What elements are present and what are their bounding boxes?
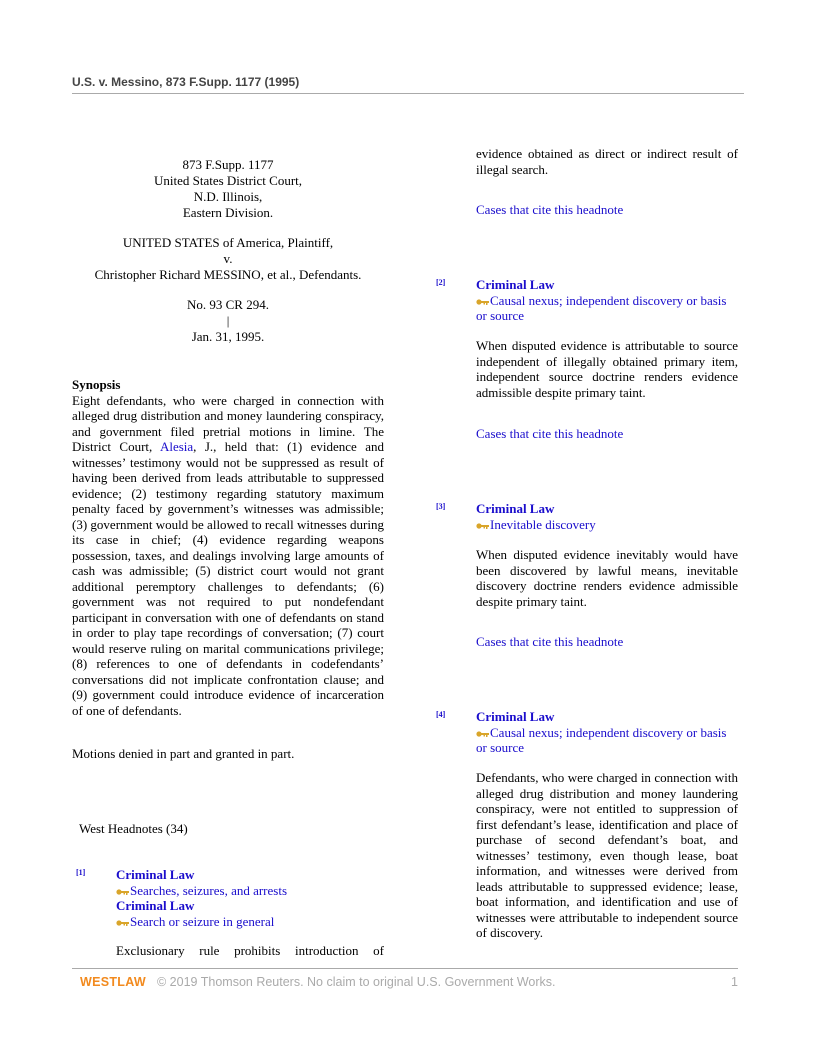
key-number-icon <box>476 298 489 306</box>
topic-link[interactable]: Criminal Law <box>476 501 555 516</box>
subtopic-row <box>116 914 386 930</box>
defendant: Christopher Richard MESSINO, et al., Defendants. <box>94 267 362 282</box>
synopsis <box>72 377 384 718</box>
docket-number: No. 93 CR 294. <box>187 297 269 312</box>
headnote-body: Defendants, who were charged in connection with alleged drug distribution and money laundering conspiracy, were not entitled to suppression of first defendant’s lease, identification and place of purchase of second defendant’s boat, and witnesses’ testimony, even though lease, boat information, and witnesses were derived from leads attributable to suppressed evidence; lease, boat information, and identification and use of witnesses were attributable to independent source of discovery. <box>476 770 738 940</box>
copyright-notice: © 2019 Thomson Reuters. No claim to original U.S. Government Works. <box>157 975 556 989</box>
headnote-number[interactable]: [4] <box>436 710 446 719</box>
subtopic-link[interactable]: Causal nexus; independent discovery or basis <box>490 292 727 308</box>
subtopic-link[interactable]: or source <box>476 308 525 323</box>
headnote-1 <box>116 867 386 929</box>
headnote-3 <box>476 501 738 532</box>
subtopic-link[interactable]: Searches, seizures, and arrests <box>130 882 288 898</box>
headnote-body-continued: evidence obtained as direct or indirect result of illegal search. <box>476 146 738 177</box>
key-number-icon <box>476 522 489 530</box>
topic-link[interactable]: Criminal Law <box>476 277 555 292</box>
caption-separator: | <box>226 313 230 328</box>
headnote-body: When disputed evidence inevitably would have been discovered by lawful means, inevitable discovery doctrine renders evidence admissible despite primary taint. <box>476 547 738 609</box>
case-caption <box>72 157 384 345</box>
headnote-number[interactable]: [2] <box>436 278 446 287</box>
header-divider <box>72 93 744 94</box>
cases-cite-link[interactable]: Cases that cite this headnote <box>476 634 624 649</box>
headnote-number[interactable]: [1] <box>76 868 86 877</box>
division: Eastern Division. <box>182 205 274 220</box>
synopsis-text <box>72 393 384 719</box>
subtopic-link[interactable]: or source <box>476 740 525 755</box>
synopsis-heading: Synopsis <box>72 377 121 392</box>
synopsis-text-part: , J., held that: (1) evidence and witnesses’ testimony would not be suppressed as result of having been derived from leads attributable to suppressed evidence; (2) testimony regarding statutory maximum penalty faced by government’s witnesses was admissible; (3) government would be allowed to recall witnesses during its case in chief; (4) evidence regarding weapons possession, taxes, and dealings involving large amounts of cash was admissible; (5) district court would not grant additional peremptory challenges to defendants; (6) government was not required to put nondefendant participant in conversation with one of defendants on stand in order to play tape recordings of conversation; (7) court would reserve ruling on marital communications privilege; (8) references to one of defendants in codefendants’ conversations did not implicate confrontation clause; and (9) government could introduce evidence of incarceration of one of defendants. <box>72 439 385 718</box>
page-number: 1 <box>731 975 738 989</box>
topic-link[interactable]: Criminal Law <box>116 898 195 913</box>
district: N.D. Illinois, <box>193 189 263 204</box>
versus: v. <box>223 251 233 266</box>
subtopic-link[interactable]: Causal nexus; independent discovery or basis <box>490 724 727 740</box>
west-headnotes-label: West Headnotes (34) <box>79 821 188 836</box>
topic-link[interactable]: Criminal Law <box>116 867 195 882</box>
key-number-icon <box>116 919 129 927</box>
cases-cite-link[interactable]: Cases that cite this headnote <box>476 426 624 441</box>
subtopic-link[interactable]: Search or seizure in general <box>130 913 275 929</box>
plaintiff: UNITED STATES of America, Plaintiff, <box>122 235 334 250</box>
headnote-4 <box>476 709 738 756</box>
document-header: U.S. v. Messino, 873 F.Supp. 1177 (1995) <box>72 75 300 89</box>
footer-divider <box>72 968 738 969</box>
subtopic-row <box>116 883 386 899</box>
headnote-number[interactable]: [3] <box>436 502 446 511</box>
subtopic-row <box>476 293 738 309</box>
cases-cite-link[interactable]: Cases that cite this headnote <box>476 202 624 217</box>
headnote-2 <box>476 277 738 324</box>
headnote-body: Exclusionary rule prohibits introduction of <box>116 943 384 958</box>
disposition: Motions denied in part and granted in part. <box>72 746 295 761</box>
subtopic-row <box>476 517 738 533</box>
court-name: United States District Court, <box>153 173 303 188</box>
subtopic-link[interactable]: Inevitable discovery <box>490 516 596 532</box>
citation: 873 F.Supp. 1177 <box>182 157 274 172</box>
judge-link[interactable]: Alesia <box>159 439 194 454</box>
key-number-icon <box>476 730 489 738</box>
subtopic-row <box>476 725 738 741</box>
westlaw-logo: WESTLAW <box>80 975 146 989</box>
key-number-icon <box>116 888 129 896</box>
headnote-body: When disputed evidence is attributable to source independent of illegally obtained primary item, independent source doctrine renders evidence admissible despite primary taint. <box>476 338 738 400</box>
synopsis-text-part: Eight defendants, who were charged in connection with alleged drug distribution and money laundering conspiracy, and government filed pretrial motions in limine. The District Court, <box>72 392 384 454</box>
decision-date: Jan. 31, 1995. <box>191 329 265 344</box>
topic-link[interactable]: Criminal Law <box>476 709 555 724</box>
